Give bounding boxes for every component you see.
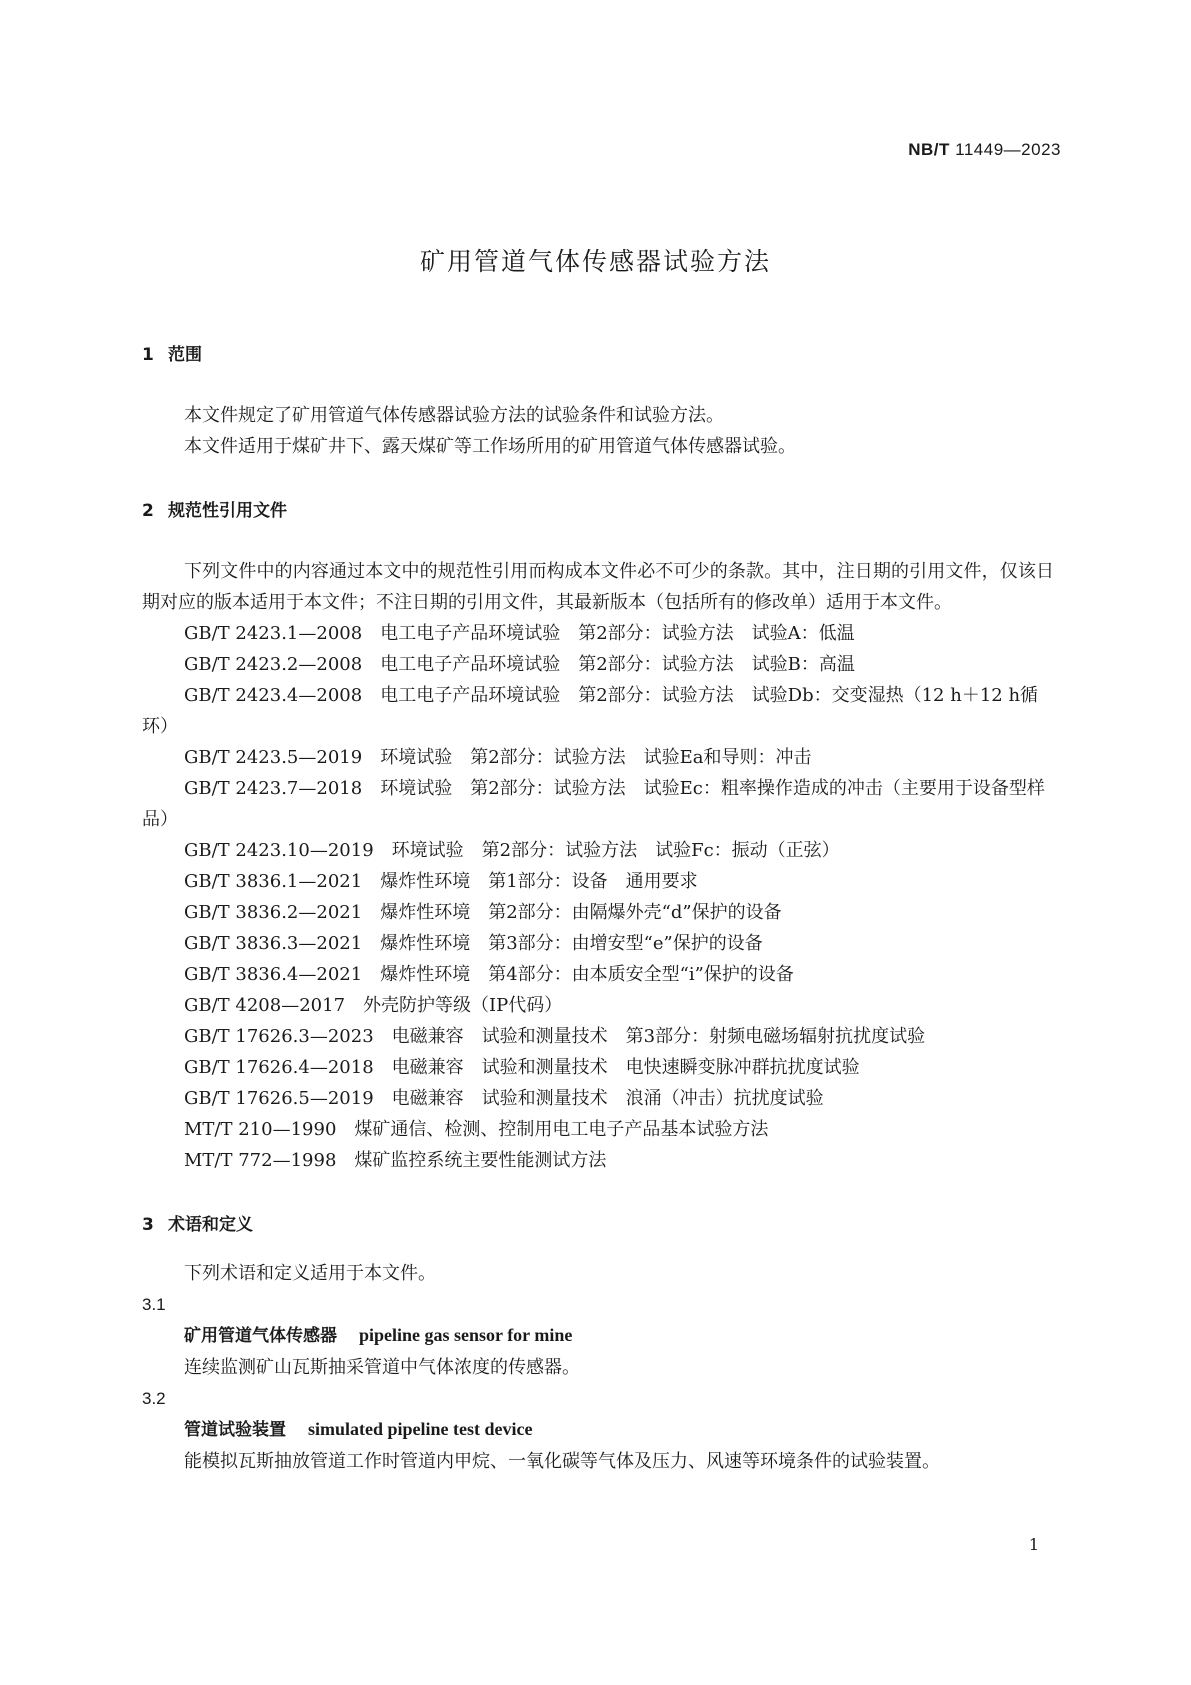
reference-item (142, 1052, 1054, 1083)
reference-item (142, 897, 1054, 928)
section-title: 术语和定义 (168, 1215, 253, 1235)
reference-code: GB/T 2423.5—2019 (184, 747, 363, 768)
reference-code: GB/T 3836.1—2021 (184, 871, 363, 892)
document-body (142, 340, 1054, 1477)
term-chinese: 矿用管道气体传感器 (184, 1326, 337, 1346)
section-2-heading (142, 496, 1054, 526)
standard-number: 11449—2023 (955, 140, 1061, 159)
reference-title: 外壳防护等级（IP代码） (363, 995, 563, 1016)
section-number: 2 (142, 501, 154, 521)
reference-item (142, 959, 1054, 990)
reference-title: 爆炸性环境 第4部分：由本质安全型“i”保护的设备 (380, 964, 794, 985)
reference-code: GB/T 2423.4—2008 (184, 685, 363, 706)
reference-item (142, 1114, 1054, 1145)
reference-code: GB/T 2423.7—2018 (184, 778, 363, 799)
reference-title: 电工电子产品环境试验 第2部分：试验方法 试验B：高温 (380, 654, 855, 675)
reference-title: 爆炸性环境 第2部分：由隔爆外壳“d”保护的设备 (380, 902, 782, 923)
reference-title: 环境试验 第2部分：试验方法 试验Ec：粗率操作造成的冲击（主要用于设备型样品） (142, 778, 1045, 830)
reference-title: 电磁兼容 试验和测量技术 浪涌（冲击）抗扰度试验 (391, 1088, 824, 1109)
reference-code: GB/T 3836.3—2021 (184, 933, 363, 954)
term-heading (142, 1414, 1054, 1446)
reference-item (142, 990, 1054, 1021)
reference-title: 电工电子产品环境试验 第2部分：试验方法 试验Db：交变湿热（12 h＋12 h循环） (142, 685, 1039, 737)
reference-code: GB/T 2423.1—2008 (184, 623, 363, 644)
reference-item (142, 680, 1054, 742)
reference-item (142, 835, 1054, 866)
reference-item (142, 1145, 1054, 1176)
references-intro: 下列文件中的内容通过本文中的规范性引用而构成本文件必不可少的条款。其中，注日期的引用文件，仅该日期对应的版本适用于本文件；不注日期的引用文件，其最新版本（包括所有的修改单）适用于本文件。 (142, 561, 1054, 613)
reference-title: 爆炸性环境 第1部分：设备 通用要求 (380, 871, 698, 892)
reference-code: GB/T 2423.2—2008 (184, 654, 363, 675)
reference-item (142, 649, 1054, 680)
term-english: simulated pipeline test device (308, 1419, 533, 1439)
term-heading (142, 1320, 1054, 1352)
reference-code: MT/T 210—1990 (184, 1119, 337, 1140)
reference-title: 爆炸性环境 第3部分：由增安型“e”保护的设备 (380, 933, 763, 954)
reference-title: 电磁兼容 试验和测量技术 电快速瞬变脉冲群抗扰度试验 (391, 1057, 860, 1078)
reference-code: GB/T 17626.5—2019 (184, 1088, 374, 1109)
reference-code: GB/T 4208—2017 (184, 995, 346, 1016)
reference-title: 环境试验 第2部分：试验方法 试验Fc：振动（正弦） (391, 840, 840, 861)
term-definition: 能模拟瓦斯抽放管道工作时管道内甲烷、一氧化碳等气体及压力、风速等环境条件的试验装置。 (184, 1451, 940, 1472)
reference-item (142, 742, 1054, 773)
reference-item (142, 928, 1054, 959)
page-number: 1 (1028, 1535, 1039, 1554)
standard-prefix: NB/T (908, 140, 950, 159)
reference-code: GB/T 17626.4—2018 (184, 1057, 374, 1078)
scope-line-2: 本文件适用于煤矿井下、露天煤矿等工作场所用的矿用管道气体传感器试验。 (184, 436, 796, 457)
term-chinese: 管道试验装置 (184, 1420, 286, 1440)
term-definition: 连续监测矿山瓦斯抽采管道中气体浓度的传感器。 (184, 1357, 580, 1378)
section-title: 范围 (168, 345, 202, 365)
document-title: 矿用管道气体传感器试验方法 (419, 247, 771, 276)
section-number: 1 (142, 345, 154, 365)
standard-code (908, 140, 1061, 160)
term-english: pipeline gas sensor for mine (359, 1325, 573, 1345)
scope-line-1: 本文件规定了矿用管道气体传感器试验方法的试验条件和试验方法。 (184, 405, 724, 426)
reference-code: GB/T 3836.4—2021 (184, 964, 363, 985)
reference-code: GB/T 17626.3—2023 (184, 1026, 374, 1047)
reference-title: 电磁兼容 试验和测量技术 第3部分：射频电磁场辐射抗扰度试验 (391, 1026, 926, 1047)
reference-item (142, 773, 1054, 835)
reference-list (142, 618, 1054, 1176)
reference-code: GB/T 3836.2—2021 (184, 902, 363, 923)
reference-item (142, 866, 1054, 897)
term-number: 3.2 (142, 1389, 166, 1408)
reference-title: 煤矿通信、检测、控制用电工电子产品基本试验方法 (354, 1119, 769, 1140)
term-number: 3.1 (142, 1295, 166, 1314)
reference-title: 煤矿监控系统主要性能测试方法 (354, 1150, 607, 1171)
reference-item (142, 1021, 1054, 1052)
reference-title: 电工电子产品环境试验 第2部分：试验方法 试验A：低温 (380, 623, 855, 644)
terms-intro: 下列术语和定义适用于本文件。 (184, 1263, 436, 1284)
section-1-heading (142, 340, 1054, 370)
reference-code: MT/T 772—1998 (184, 1150, 337, 1171)
reference-item (142, 618, 1054, 649)
section-number: 3 (142, 1215, 154, 1235)
section-title: 规范性引用文件 (168, 501, 287, 521)
section-3-heading (142, 1210, 1054, 1240)
reference-item (142, 1083, 1054, 1114)
reference-code: GB/T 2423.10—2019 (184, 840, 374, 861)
reference-title: 环境试验 第2部分：试验方法 试验Ea和导则：冲击 (380, 747, 812, 768)
